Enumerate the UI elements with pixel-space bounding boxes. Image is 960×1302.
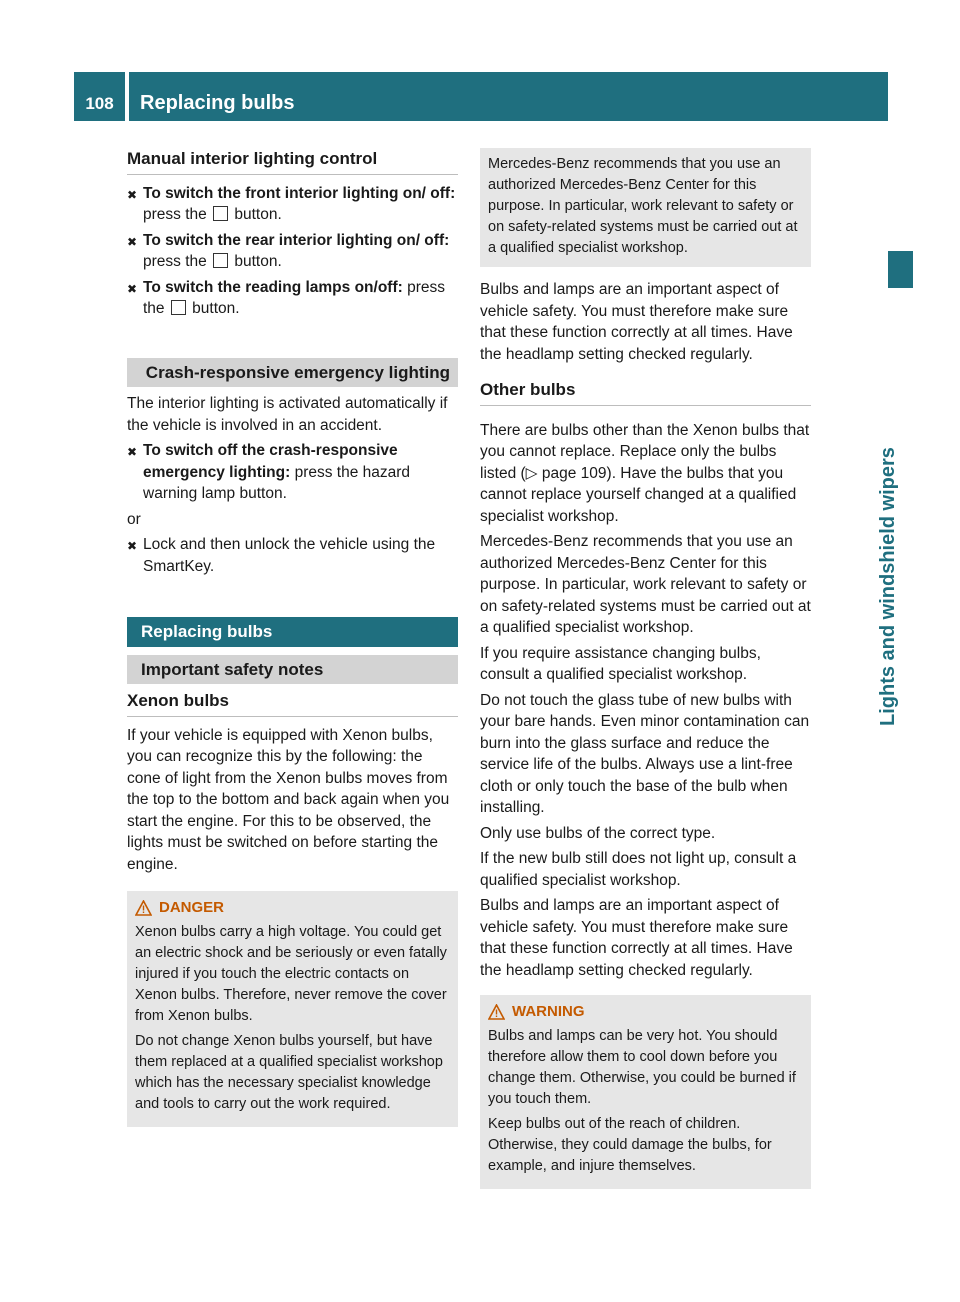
step-label: To switch the reading lamps on/off: xyxy=(143,278,403,296)
safety-notes-heading: Important safety notes xyxy=(127,655,458,685)
warning-triangle-icon xyxy=(135,900,152,916)
or-text: or xyxy=(127,510,141,528)
step-text: press the xyxy=(143,253,212,270)
danger-paragraph-1: Xenon bulbs carry a high voltage. You could get an electric shock and be seriously or even fatally injured if you touch the electric contacts on Xenon bulbs. Therefore, never remove the cover from Xenon bulbs. xyxy=(135,924,447,1024)
danger-title xyxy=(135,897,450,918)
manual-lighting-heading: Manual interior lighting control xyxy=(127,148,458,175)
crash-lighting-heading: Crash-responsive emergency lighting xyxy=(127,358,458,388)
step-lock-unlock xyxy=(127,534,458,577)
danger-label: DANGER xyxy=(159,899,225,916)
step-text-end: button. xyxy=(187,300,240,317)
recommendation-box: Mercedes-Benz recommends that you use an authorized Mercedes-Benz Center for this purpose. In particular, work relevant to safety or on safety-related systems must be carried out at a qualified specialist workshop. xyxy=(480,148,811,267)
other-bulbs-paragraph-1: There are bulbs other than the Xenon bulbs that you cannot replace. Replace only the bulbs listed (▷ page 109). Have the bulbs that you cannot replace yourself changed at a qualified specialist workshop. xyxy=(480,421,810,525)
side-tab-marker xyxy=(888,251,913,288)
xenon-paragraph: If your vehicle is equipped with Xenon bulbs, you can recognize this by the following: the cone of light from the Xenon bulbs moves from the top to the bottom and back again when you start the engine. For this to be observed, the lights must be switched on before starting the engine. xyxy=(127,726,450,873)
replacing-bulbs-heading: Replacing bulbs xyxy=(127,617,458,647)
warning-title xyxy=(488,1001,803,1022)
other-bulbs-paragraph-2: Mercedes-Benz recommends that you use an authorized Mercedes-Benz Center for this purpose. In particular, work relevant to safety or on safety-related systems must be carried out at a qualified specialist workshop. xyxy=(480,533,811,636)
other-bulbs-heading: Other bulbs xyxy=(480,379,811,406)
page-title: Replacing bulbs xyxy=(140,92,295,114)
step-text: press the hazard warning lamp button. xyxy=(143,463,411,502)
step-arrow-icon: ✖ xyxy=(127,187,138,202)
step-text: press the xyxy=(143,278,445,317)
other-bulbs-paragraph-6: If the new bulb still does not light up, consult a qualified specialist workshop. xyxy=(480,850,797,889)
step-arrow-icon: ✖ xyxy=(127,281,138,296)
left-column xyxy=(127,148,458,1127)
warning-paragraph-1: Bulbs and lamps can be very hot. You should therefore allow them to cool down before you change them. Otherwise, you could be burned if you touch them. xyxy=(488,1028,796,1107)
page-number: 108 xyxy=(85,94,114,113)
step-label: To switch the front interior lighting on/ off: xyxy=(143,184,456,202)
bulbs-safety-paragraph: Bulbs and lamps are an important aspect of vehicle safety. You must therefore make sure that these function correctly at all times. Have the headlamp setting checked regularly. xyxy=(480,281,793,363)
front-light-icon xyxy=(213,206,228,221)
header-divider xyxy=(125,72,129,121)
step-rear-lighting xyxy=(127,230,458,273)
step-label: To switch off the crash-responsive emergency lighting: xyxy=(143,442,398,481)
warning-paragraph-2: Keep bulbs out of the reach of children. Otherwise, they could damage the bulbs, for example, and injure themselves. xyxy=(488,1116,772,1174)
other-bulbs-paragraph-7: Bulbs and lamps are an important aspect of vehicle safety. You must therefore make sure that these function correctly at all times. Have the headlamp setting checked regularly. xyxy=(480,897,793,979)
warning-box xyxy=(480,995,811,1189)
warning-triangle-icon xyxy=(488,1004,505,1020)
step-front-lighting xyxy=(127,183,458,226)
danger-box xyxy=(127,891,458,1127)
danger-paragraph-2: Do not change Xenon bulbs yourself, but have them replaced at a qualified specialist workshop which has the necessary specialist knowledge and tools to carry out the work required. xyxy=(135,1033,443,1112)
step-arrow-icon: ✖ xyxy=(127,539,138,553)
reading-lamp-icon xyxy=(171,300,186,315)
step-text: press the xyxy=(143,206,212,223)
step-text: Lock and then unlock the vehicle using the SmartKey. xyxy=(143,536,436,575)
step-reading-lamps xyxy=(127,277,458,320)
step-arrow-icon: ✖ xyxy=(127,445,138,459)
step-crash-off xyxy=(127,440,458,505)
rear-light-icon xyxy=(213,253,228,268)
crash-paragraph: The interior lighting is activated automatically if the vehicle is involved in an accident. xyxy=(127,395,448,434)
xenon-heading: Xenon bulbs xyxy=(127,690,458,717)
step-arrow-icon: ✖ xyxy=(127,234,138,249)
warning-label: WARNING xyxy=(512,1003,585,1020)
right-column xyxy=(480,148,811,1189)
other-bulbs-paragraph-4: Do not touch the glass tube of new bulbs with your bare hands. Even minor contamination can burn into the glass surface and reduce the service life of the bulbs. Always use a lint-free cloth or only touch the base of the bulb when installing. xyxy=(480,691,810,816)
step-text-end: button. xyxy=(230,206,282,223)
other-bulbs-paragraph-5: Only use bulbs of the correct type. xyxy=(480,824,716,842)
step-text-end: button. xyxy=(230,253,282,270)
side-tab-label: Lights and windshield wipers xyxy=(877,447,899,726)
step-label: To switch the rear interior lighting on/ off: xyxy=(143,231,450,249)
other-bulbs-paragraph-3: If you require assistance changing bulbs, consult a qualified specialist workshop. xyxy=(480,644,761,683)
